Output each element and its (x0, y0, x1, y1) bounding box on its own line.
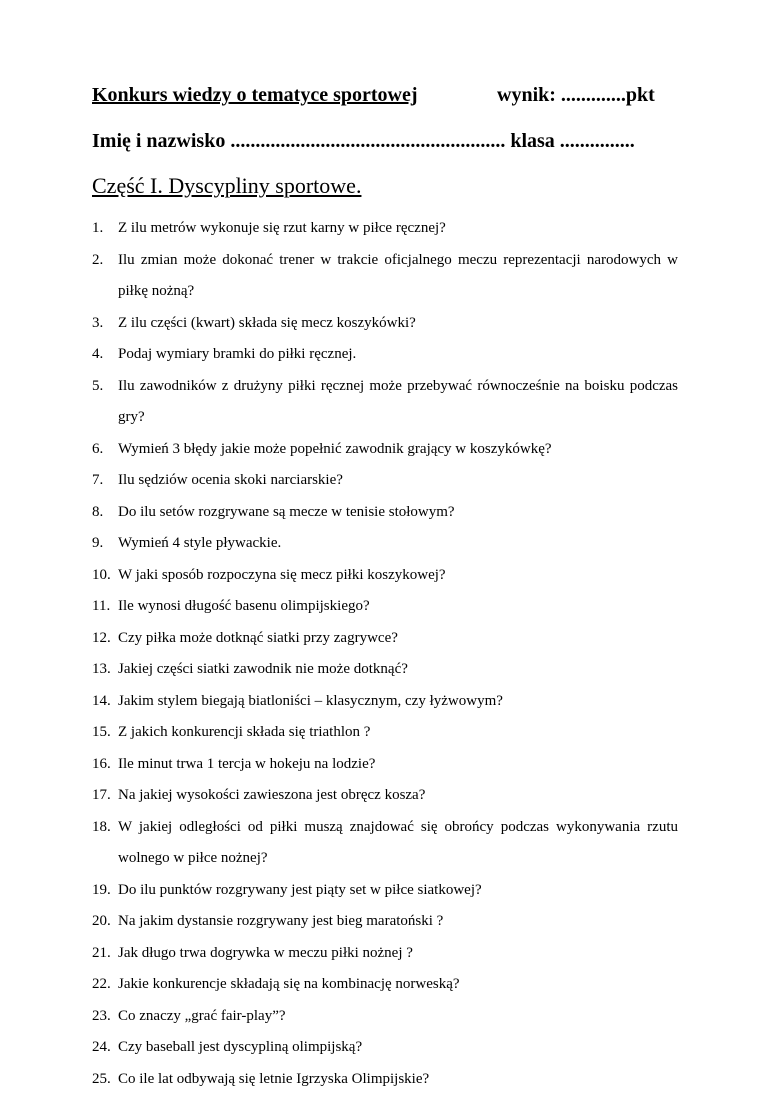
question-text: Wymień 4 style pływackie. (118, 535, 281, 551)
question-item (92, 1064, 678, 1095)
question-text: Ilu zawodników z drużyny piłki ręcznej może przebywać równocześnie na boisku podczas gry? (118, 378, 678, 426)
question-number: 13. (92, 654, 111, 686)
question-item (92, 560, 678, 592)
question-text: Co znaczy „grać fair-play”? (118, 1008, 286, 1024)
question-number: 20. (92, 906, 111, 938)
question-item (92, 1032, 678, 1064)
question-item (92, 717, 678, 749)
question-number: 18. (92, 812, 111, 844)
question-item (92, 938, 678, 970)
question-number: 22. (92, 969, 111, 1001)
question-item (92, 780, 678, 812)
question-item (92, 812, 678, 875)
question-number: 2. (92, 245, 103, 277)
question-item (92, 906, 678, 938)
question-item (92, 213, 678, 245)
question-list (92, 213, 678, 1095)
question-item (92, 1001, 678, 1033)
question-item (92, 749, 678, 781)
question-text: Z ilu części (kwart) składa się mecz koszykówki? (118, 315, 416, 331)
question-text: W jaki sposób rozpoczyna się mecz piłki koszykowej? (118, 567, 446, 583)
question-item (92, 654, 678, 686)
question-number: 4. (92, 339, 103, 371)
question-item (92, 969, 678, 1001)
question-item (92, 497, 678, 529)
question-text: Wymień 3 błędy jakie może popełnić zawodnik grający w koszykówkę? (118, 441, 552, 457)
question-text: W jakiej odległości od piłki muszą znajdować się obrońcy podczas wykonywania rzutu wolnego w piłce nożnej? (118, 819, 678, 867)
question-text: Jakim stylem biegają biatloniści – klasycznym, czy łyżwowym? (118, 693, 503, 709)
score-field: wynik: .............pkt (497, 84, 655, 107)
question-number: 1. (92, 213, 103, 245)
question-text: Do ilu setów rozgrywane są mecze w tenisie stołowym? (118, 504, 455, 520)
question-item (92, 875, 678, 907)
question-number: 7. (92, 465, 103, 497)
question-number: 9. (92, 528, 103, 560)
question-text: Podaj wymiary bramki do piłki ręcznej. (118, 346, 356, 362)
question-number: 23. (92, 1001, 111, 1033)
question-number: 17. (92, 780, 111, 812)
question-number: 3. (92, 308, 103, 340)
question-item (92, 686, 678, 718)
question-number: 6. (92, 434, 103, 466)
question-item (92, 371, 678, 434)
question-number: 10. (92, 560, 111, 592)
question-item (92, 339, 678, 371)
question-number: 14. (92, 686, 111, 718)
quiz-title: Konkurs wiedzy o tematyce sportowej (92, 84, 418, 107)
question-text: Jakie konkurencje składają się na kombinację norweską? (118, 976, 460, 992)
question-text: Z ilu metrów wykonuje się rzut karny w piłce ręcznej? (118, 220, 446, 236)
question-item (92, 434, 678, 466)
question-text: Na jakiej wysokości zawieszona jest obręcz kosza? (118, 787, 425, 803)
question-text: Jakiej części siatki zawodnik nie może dotknąć? (118, 661, 408, 677)
question-text: Na jakim dystansie rozgrywany jest bieg maratoński ? (118, 913, 443, 929)
question-text: Ile minut trwa 1 tercja w hokeju na lodzie? (118, 756, 375, 772)
question-item (92, 465, 678, 497)
question-number: 19. (92, 875, 111, 907)
name-class-line: Imię i nazwisko ....................................................... klasa ............... (92, 130, 635, 153)
question-text: Czy piłka może dotknąć siatki przy zagrywce? (118, 630, 398, 646)
question-number: 21. (92, 938, 111, 970)
question-text: Do ilu punktów rozgrywany jest piąty set w piłce siatkowej? (118, 882, 482, 898)
question-number: 24. (92, 1032, 111, 1064)
question-number: 16. (92, 749, 111, 781)
question-text: Co ile lat odbywają się letnie Igrzyska Olimpijskie? (118, 1071, 429, 1087)
question-number: 12. (92, 623, 111, 655)
question-text: Jak długo trwa dogrywka w meczu piłki nożnej ? (118, 945, 413, 961)
question-number: 15. (92, 717, 111, 749)
section-title: Część I. Dyscypliny sportowe. (92, 173, 361, 199)
question-text: Ilu sędziów ocenia skoki narciarskie? (118, 472, 343, 488)
question-text: Ile wynosi długość basenu olimpijskiego? (118, 598, 370, 614)
question-item (92, 591, 678, 623)
question-text: Czy baseball jest dyscypliną olimpijską? (118, 1039, 362, 1055)
question-number: 11. (92, 591, 110, 623)
question-number: 8. (92, 497, 103, 529)
question-item (92, 528, 678, 560)
question-item (92, 623, 678, 655)
question-item (92, 245, 678, 308)
question-number: 5. (92, 371, 103, 403)
question-number: 25. (92, 1064, 111, 1095)
question-item (92, 308, 678, 340)
question-text: Ilu zmian może dokonać trener w trakcie oficjalnego meczu reprezentacji narodowych w piłkę nożną? (118, 252, 678, 300)
question-text: Z jakich konkurencji składa się triathlon ? (118, 724, 370, 740)
